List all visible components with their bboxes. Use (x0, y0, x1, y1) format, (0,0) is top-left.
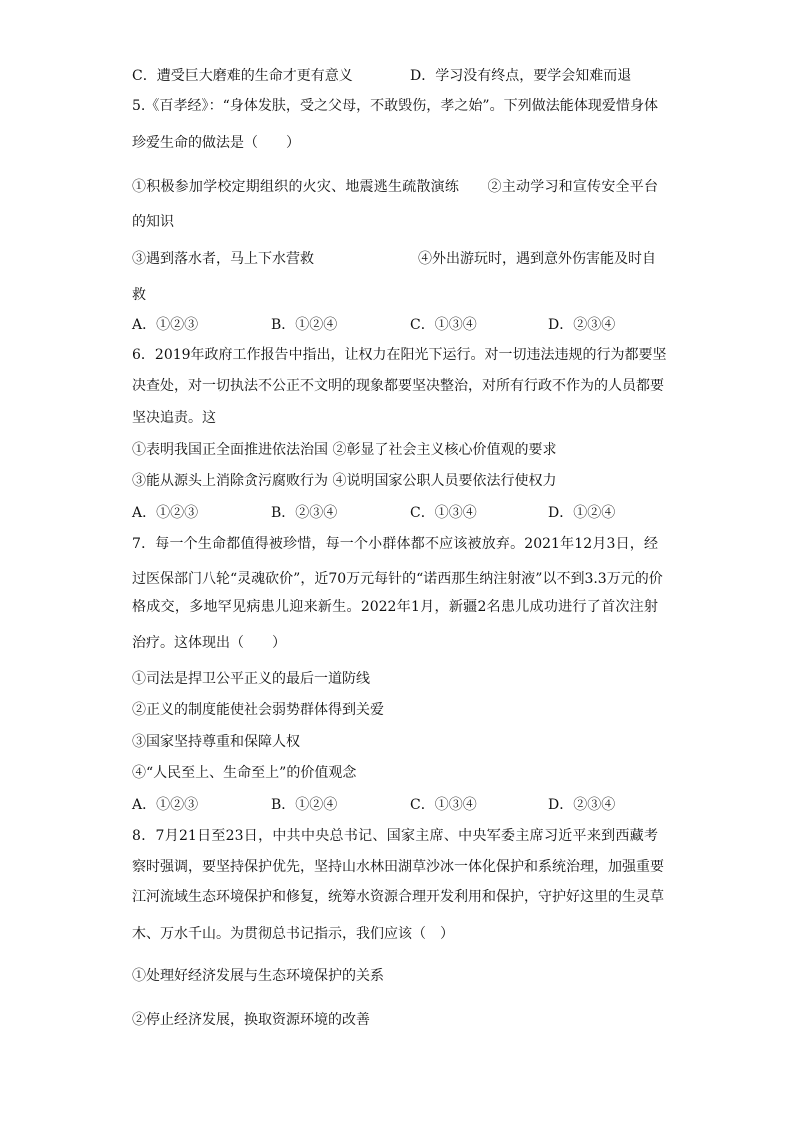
q6-items-3-4: ③能从源头上消除贪污腐败行为 ④说明国家公职人员要依法行使权力 (132, 473, 557, 489)
q7-option-b: B．①②④ (271, 797, 338, 813)
q7-stem-line-3: 格成交，多地罕见病患儿迎来新生。2022年1月，新疆2名患儿成功进行了首次注射 (132, 599, 658, 615)
q6-option-d: D．①②④ (548, 505, 616, 521)
q6-stem-line-2: 决查处，对一切执法不公正不文明的现象都要坚决整治，对所有行政不作为的人员都要 (132, 378, 664, 394)
q8-item-1: ①处理好经济发展与生态环境保护的关系 (132, 968, 384, 984)
q7-item-1: ①司法是捍卫公平正义的最后一道防线 (132, 671, 370, 687)
q7-stem-line-4: 治疗。这体现出（ ） (132, 635, 286, 651)
q7-stem-line-1: 7．每一个生命都值得被珍惜，每一个小群体都不应该被放弃。2021年12月3日，经 (132, 536, 658, 552)
q6-option-b: B．②③④ (271, 505, 338, 521)
q5-option-b: B．①②④ (271, 317, 338, 333)
q8-stem-line-1: 8．7月21日至23日，中共中央总书记、国家主席、中央军委主席习近平来到西藏考 (132, 828, 658, 844)
q5-item-4: ④外出游玩时，遇到意外伤害能及时自 (418, 251, 656, 267)
q7-stem-line-2: 过医保部门八轮“灵魂砍价”，近70万元每针的“诺西那生纳注射液”以不到3.3万元的价 (132, 571, 663, 587)
q7-item-4: ④“人民至上、生命至上”的价值观念 (132, 765, 357, 781)
q6-option-a: A．①②③ (132, 505, 199, 521)
q8-stem-line-4: 木、万水千山。为贯彻总书记指示，我们应该（ ） (132, 926, 454, 942)
q5-item-1-2: ①积极参加学校定期组织的火灾、地震逃生疏散演练 ②主动学习和宣传安全平台 (132, 179, 658, 195)
q8-stem-line-2: 察时强调，要坚持保护优先，坚持山水林田湖草沙冰一体化保护和系统治理，加强重要 (132, 859, 664, 875)
q6-option-c: C．①③④ (410, 505, 477, 521)
q6-stem-line-3: 坚决追责。这 (132, 410, 216, 426)
q6-stem-line-1: 6．2019年政府工作报告中指出，让权力在阳光下运行。对一切违法违规的行为都要坚 (132, 347, 667, 363)
q7-item-2: ②正义的制度能使社会弱势群体得到关爱 (132, 702, 384, 718)
q7-option-c: C．①③④ (410, 797, 477, 813)
q5-item-2-cont: 的知识 (132, 214, 174, 230)
q8-item-2: ②停止经济发展，换取资源环境的改善 (132, 1012, 370, 1028)
q5-option-c: C．①③④ (410, 317, 477, 333)
q8-stem-line-3: 江河流域生态环境保护和修复，统筹水资源合理开发利用和保护，守护好这里的生灵草 (132, 889, 664, 905)
q5-item-4-cont: 救 (132, 287, 146, 303)
q5-item-3: ③遇到落水者，马上下水营救 (132, 251, 314, 267)
q5-stem-line-1: 5.《百孝经》：“身体发肤，受之父母，不敢毁伤，孝之始”。下列做法能体现爱惜身体 (132, 98, 658, 114)
q7-item-3: ③国家坚持尊重和保障人权 (132, 734, 300, 750)
q4-option-d: D．学习没有终点，要学会知难而退 (410, 68, 632, 84)
q7-option-d: D．②③④ (548, 797, 616, 813)
q6-items-1-2: ①表明我国正全面推进依法治国 ②彰显了社会主义核心价值观的要求 (132, 442, 557, 458)
q5-option-d: D．②③④ (548, 317, 616, 333)
q4-option-c: C．遭受巨大磨难的生命才更有意义 (132, 68, 353, 84)
q5-option-a: A．①②③ (132, 317, 199, 333)
q7-option-a: A．①②③ (132, 797, 199, 813)
q5-stem-line-2: 珍爱生命的做法是（ ） (132, 135, 300, 151)
